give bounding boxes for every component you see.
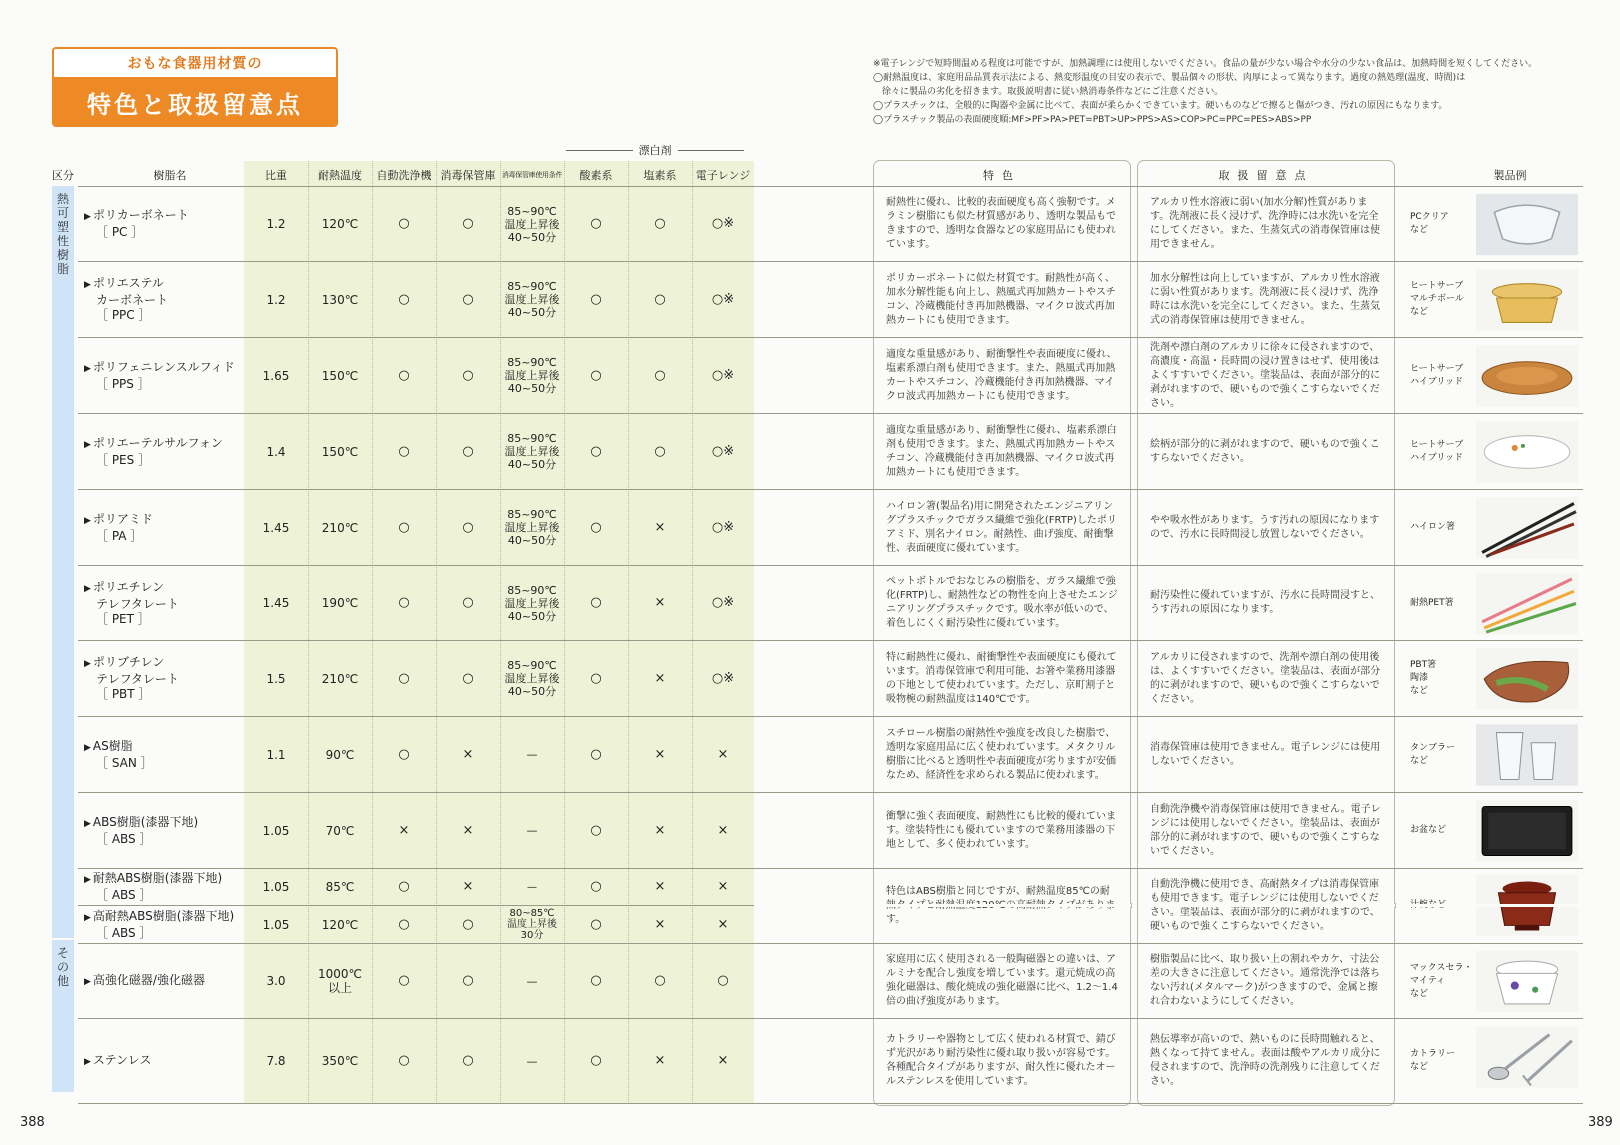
handling-text: 熱伝導率が高いので、熱いものに長時間触れると、熱くなって持てません。表面は酸やアルカリ成分に侵されますので、洗浄時の洗剤残りに注意してください。	[1150, 1034, 1381, 1087]
table-row	[78, 565, 1583, 640]
table-row	[78, 489, 1583, 565]
cell-heat: 120℃	[321, 217, 359, 231]
category-char: 可	[56, 206, 69, 220]
resin-name-text: ステンレス	[92, 1052, 152, 1067]
bullet-triangle-icon: ▶	[84, 742, 91, 753]
header-handling: 取扱留意点	[1137, 160, 1395, 188]
cell-chl: ×	[654, 670, 666, 686]
product-photo	[1476, 721, 1580, 793]
product-photo	[1476, 191, 1580, 262]
cell-gravity: 1.05	[262, 917, 290, 932]
handling-text: 耐汚染性に優れていますが、汚水に長時間浸すと、うす汚れの原因になります。	[1150, 590, 1380, 615]
resin-name-text: ポリエステル	[92, 276, 164, 290]
cell-steril: ○	[462, 443, 474, 459]
bullet-triangle-icon: ▶	[84, 515, 91, 526]
cell-cond: —	[527, 881, 537, 893]
bullet-triangle-icon: ▶	[84, 583, 91, 594]
resin-name	[84, 793, 198, 868]
cell-dish: ○	[398, 1053, 410, 1068]
cell-steril: ×	[462, 879, 474, 894]
title-box	[52, 47, 338, 127]
bullet-triangle-icon: ▶	[84, 976, 91, 987]
product-example-label: ヒートサーブ マルチボール など	[1410, 281, 1464, 317]
header-dishwasher: 自動洗浄機	[376, 169, 432, 182]
cell-cond: 85~90℃ 温度上昇後 40~50分	[504, 280, 560, 319]
resin-name	[84, 187, 189, 261]
cell-gravity: 3.0	[266, 974, 286, 988]
resin-name-text: AS樹脂	[92, 738, 133, 753]
cell-gravity: 1.5	[266, 671, 286, 686]
cell-gravity: 1.45	[262, 520, 290, 535]
cell-oxy: ○	[590, 519, 602, 535]
resin-name-text: ポリエーテルサルフォン	[92, 435, 223, 450]
box-edge	[1395, 903, 1396, 908]
resin-name-text: ポリブチレン	[92, 655, 165, 669]
cell-cond: 85~90℃ 温度上昇後 40~50分	[504, 432, 560, 471]
resin-name-line	[84, 512, 153, 529]
cell-mw: ×	[717, 1053, 729, 1068]
bullet-triangle-icon: ▶	[84, 818, 91, 829]
cell-steril: ○	[462, 670, 474, 686]
resin-name	[84, 566, 179, 640]
feature-text: ポリカーボネートに似た材質です。耐熱性が高く、加水分解性能も向上し、熱風式再加熱カートやスチコン、冷蔵機能付き再加熱機器、マイクロ波式再加熱カートにも使用できます。	[886, 272, 1116, 326]
cell-dish: ○	[398, 916, 410, 932]
cell-cond: 80~85℃ 温度上昇後 30分	[507, 908, 557, 941]
resin-name	[84, 490, 153, 565]
cell-gravity: 7.8	[266, 1054, 286, 1068]
cell-oxy: ○	[590, 822, 602, 838]
product-example-label: ヒートサーブ ハイブリッド	[1410, 363, 1464, 387]
feature-text: 適度な重量感があり、耐衝撃性に優れ、塩素系漂白剤も使用できます。また、熱風式再加熱カートやスチコン、冷蔵機能付き再加熱機器、マイクロ波式再加熱カートにも使用できます。	[886, 424, 1117, 478]
product-photo	[1476, 494, 1580, 566]
cell-chl: ×	[654, 746, 666, 762]
resin-code: ［ PET ］	[96, 611, 150, 626]
cell-heat: 90℃	[325, 747, 355, 762]
resin-name-line: テレフタレート	[96, 672, 179, 686]
resin-name-line	[84, 276, 168, 293]
cell-chl: ×	[654, 822, 666, 838]
handling-text: やや吸水性があります。うす汚れの原因になりますので、汚水に長時間浸し放置しないでください。	[1150, 514, 1380, 540]
leaf-plate-icon	[1476, 645, 1578, 713]
product-photo	[1476, 570, 1580, 641]
resin-name-text: 耐熱ABS樹脂(漆器下地)	[92, 871, 223, 885]
resin-name-line	[84, 815, 198, 832]
cell-dish: ○	[398, 973, 410, 988]
bullet-triangle-icon: ▶	[84, 1056, 91, 1067]
product-example-label: お盆など	[1410, 825, 1447, 835]
cell-mw: ○※	[711, 595, 735, 610]
cell-chl: ×	[654, 519, 666, 535]
cell-dish: ○	[398, 519, 410, 535]
cell-cond: 85~90℃ 温度上昇後 40~50分	[504, 583, 560, 623]
cell-mw: ×	[717, 822, 729, 838]
cell-mw: ○	[717, 973, 729, 988]
cell-cond: 85~90℃ 温度上昇後 40~50分	[504, 659, 560, 698]
resin-name-line	[84, 436, 223, 453]
cell-dish: ○	[398, 879, 410, 894]
feature-text: カトラリーや器物として広く使われる材質で、錆びず光沢があり耐汚染性に優れ取り扱いが容易です。各種配合タイプがありますが、耐久性に優れたオールステンレスを使用しています。	[886, 1034, 1116, 1087]
resin-name-line	[84, 360, 235, 377]
header-sterilizer: 消毒保管庫	[440, 169, 496, 182]
cell-chl: ○	[654, 443, 666, 459]
cell-heat: 350℃	[321, 1054, 359, 1068]
category-char: の	[56, 960, 69, 974]
resin-name	[84, 338, 235, 413]
resin-name-line: テレフタレート	[96, 596, 179, 611]
resin-name-text: ポリエチレン	[92, 579, 165, 594]
product-example-label: PCクリア など	[1410, 212, 1449, 235]
cell-mw: ○※	[711, 291, 735, 307]
category-char: そ	[56, 946, 69, 960]
tray-icon	[1476, 797, 1578, 865]
resin-name-line	[84, 580, 179, 597]
cell-mw: ○※	[711, 443, 735, 459]
product-photo	[1476, 266, 1580, 338]
tumbler-icon	[1476, 721, 1578, 789]
resin-name	[84, 1019, 151, 1103]
product-example-label: ハイロン箸	[1410, 522, 1456, 532]
cell-mw: ×	[717, 879, 729, 894]
table-row	[78, 261, 1583, 337]
product-photo	[1476, 1023, 1580, 1095]
header-chlorine-bleach: 塩素系	[643, 169, 677, 182]
cutlery-icon	[1476, 1023, 1578, 1091]
category-char: 他	[56, 974, 69, 988]
cell-oxy: ○	[590, 746, 602, 762]
cell-oxy: ○	[590, 1053, 602, 1068]
cell-steril: ○	[462, 595, 474, 610]
resin-name	[84, 944, 205, 1018]
handling-text: 絵柄が部分的に剥がれますので、硬いもので強くこすらないでください。	[1150, 438, 1380, 464]
cell-oxy: ○	[590, 670, 602, 686]
cell-heat: 150℃	[321, 368, 359, 383]
cell-heat: 150℃	[321, 444, 359, 459]
cell-heat: 130℃	[321, 292, 359, 307]
handling-text: 洗剤や漂白剤のアルカリに徐々に侵されますので、高濃度・高温・長時間の浸け置きはせず、使用後はよくすすいでください。塗装品は、表面が部分的に剥がれますので、硬いもので強くこすらないでください。	[1150, 341, 1381, 409]
cell-chl: ×	[654, 595, 666, 610]
cell-heat: 1000℃ 以上	[317, 967, 362, 995]
cell-cond: —	[526, 974, 538, 988]
product-photo	[1476, 872, 1580, 942]
product-example-label: ヒートサーブ ハイブリッド	[1410, 439, 1464, 463]
resin-name	[84, 262, 168, 337]
cell-gravity: 1.1	[266, 747, 286, 762]
bullet-triangle-icon: ▶	[84, 912, 91, 923]
category-char: 性	[56, 234, 69, 248]
box-edge	[1137, 903, 1138, 908]
resin-code: ［ PPC ］	[96, 308, 151, 322]
product-example-label: タンブラー など	[1410, 742, 1456, 766]
resin-name-text: ポリアミド	[92, 511, 153, 526]
handling-text: アルカリ性水溶液に弱い(加水分解)性質があります。洗剤液に長く浸けず、洗浄時には水洗いを完全にしてください。また、生蒸気式の消毒保管庫は使用できません。	[1150, 197, 1380, 250]
cell-cond: 85~90℃ 温度上昇後 40~50分	[504, 508, 560, 547]
cell-oxy: ○	[590, 595, 602, 610]
header-oxygen-bleach: 酸素系	[579, 169, 613, 182]
resin-name	[84, 717, 153, 792]
page-number-left: 388	[20, 1115, 45, 1130]
bullet-triangle-icon: ▶	[84, 875, 91, 885]
product-photo	[1476, 797, 1580, 869]
white-dish-icon	[1476, 418, 1578, 486]
resin-name-text: 高強化磁器/強化磁器	[92, 972, 205, 987]
resin-name-line	[84, 655, 179, 672]
cell-chl: ×	[654, 1053, 666, 1068]
resin-code: ［ PPS ］	[96, 376, 150, 391]
note-line: ※電子レンジで短時間温める程度は可能ですが、加熱調理には使用しないでください。食品の量が少ない場合や水分の少ない食品は、加熱時間を短くしてください。	[873, 59, 1538, 69]
cell-oxy: ○	[590, 367, 602, 383]
cell-dish: ○	[398, 670, 410, 686]
header-heat: 耐熱温度	[318, 169, 362, 182]
box-edge	[1131, 903, 1132, 908]
cell-steril: ○	[462, 1053, 474, 1068]
note-line: 徐々に製品の劣化を招きます。取扱説明書に従い熱消毒条件などにご注意ください。	[873, 87, 1224, 97]
handling-text: 消毒保管庫は使用できません。電子レンジには使用しないでください。	[1150, 741, 1381, 767]
cell-oxy: ○	[590, 973, 602, 988]
resin-name-text: ポリカーボネート	[92, 208, 189, 222]
handling-text: 自動洗浄機や消毒保管庫は使用できません。電子レンジには使用しないでください。塗装品は、表面が部分的に剥がれますので、硬いもので強くこすらないでください。	[1150, 803, 1381, 857]
cell-cond: 85~90℃ 温度上昇後 40~50分	[504, 356, 560, 395]
cell-mw: ○※	[711, 670, 735, 686]
title-subtitle: おもな食器用材質の	[127, 56, 263, 72]
header-sterilizer-condition: 消毒保管庫使用条件	[501, 171, 563, 179]
cell-steril: ○	[462, 519, 474, 535]
clear-bowl-icon	[1476, 191, 1578, 258]
resin-name-text: 高耐熱ABS樹脂(漆器下地)	[92, 908, 235, 923]
cell-oxy: ○	[590, 916, 602, 932]
bullet-triangle-icon: ▶	[84, 439, 91, 450]
resin-code: ［ ABS ］	[96, 925, 152, 940]
feature-text: 特色はABS樹脂と同じですが、耐熱温度85℃の耐 す。	[886, 885, 1110, 925]
cell-gravity: 1.05	[262, 823, 290, 838]
category-thermoplastic	[52, 186, 74, 938]
table-row	[78, 640, 1583, 716]
cell-dish: ○	[398, 216, 410, 231]
cell-dish: ○	[398, 595, 410, 610]
cell-steril: ○	[462, 216, 474, 231]
header-features: 特色	[873, 160, 1131, 188]
cell-steril: ×	[462, 746, 474, 762]
resin-code: ［ ABS ］	[96, 888, 152, 902]
cell-mw: ×	[717, 746, 729, 762]
header-category: 区分	[52, 169, 74, 182]
header-gravity: 比重	[265, 169, 287, 182]
cell-cond: —	[526, 824, 538, 837]
cell-steril: ○	[462, 916, 474, 932]
cell-dish: ○	[398, 443, 410, 459]
cell-gravity: 1.05	[262, 880, 290, 894]
cell-chl: ○	[654, 216, 666, 231]
cell-mw: ○※	[711, 367, 735, 383]
notes	[873, 57, 1593, 127]
cell-oxy: ○	[590, 216, 602, 231]
handling-text: 加水分解性は向上していますが、アルカリ性水溶液に弱い性質があります。洗剤液に長く浸けず、洗浄時には水洗いを完全にしてください。また、生蒸気式の消毒保管庫は使用できません。	[1150, 272, 1380, 326]
cell-cond: —	[526, 1054, 538, 1068]
cell-mw: ×	[717, 916, 729, 932]
feature-text: ペットボトルでおなじみの樹脂を、ガラス繊維で強化(FRTP)し、耐熱性などの物性を向上させたエンジニアリングプラスチックです。吸水率が低いので、着色しにくく耐汚染性に優れています。	[886, 576, 1118, 629]
cell-steril: ○	[462, 367, 474, 383]
category-char: 塑	[56, 220, 69, 234]
cell-dish: ○	[398, 291, 410, 307]
resin-name-line	[84, 973, 205, 990]
product-photo	[1476, 948, 1580, 1019]
color-chopsticks-icon	[1476, 570, 1578, 637]
table-row	[78, 337, 1583, 413]
table-row	[78, 186, 1583, 261]
category-char: 樹	[56, 248, 69, 262]
feature-text: 耐熱性に優れ、比較的表面硬度も高く強靭です。メラミン樹脂にも似た材質感があり、透明な製品もできますので、透明な食器などの家庭用品にも使われています。	[886, 197, 1116, 250]
cell-heat: 85℃	[325, 880, 355, 894]
cell-oxy: ○	[590, 291, 602, 307]
cell-steril: ○	[462, 291, 474, 307]
bullet-triangle-icon: ▶	[84, 363, 91, 374]
note-line: ◯プラスチック製品の表面硬度順:MF>PF>PA>PET=PBT>UP>PPS>AS>COP>PC=PPC=PES>ABS>PP	[873, 115, 1312, 125]
table-row	[78, 792, 1583, 868]
chopsticks-icon	[1476, 494, 1578, 562]
product-photo	[1476, 418, 1580, 490]
handling-text: アルカリに侵されますので、洗剤や漂白剤の使用後は、よくすすいでください。塗装品は、表面が部分的に剥がれますので、硬いもので強くこすらないでください。	[1150, 651, 1381, 705]
category-char: 脂	[56, 262, 69, 276]
handling-text: 自動洗浄機に使用でき、高耐熱タイプは消毒保管庫も使用できます。電子レンジには使用しないでください。塗装品は、表面が部分的に剥がれますので、硬いもので強くこすらないでください。	[1150, 878, 1380, 932]
table-row	[78, 413, 1583, 489]
resin-name	[84, 414, 223, 489]
page-title: 特色と取扱留意点	[54, 77, 336, 127]
header-microwave: 電子レンジ	[695, 169, 751, 182]
product-photo	[1476, 342, 1580, 414]
cell-cond: —	[526, 748, 538, 761]
cell-heat: 190℃	[321, 596, 359, 610]
brown-plate-icon	[1476, 342, 1578, 410]
row-divider-cover	[754, 904, 1583, 907]
cell-heat: 210℃	[321, 671, 359, 686]
resin-code: ［ ABS ］	[96, 831, 152, 846]
table-row	[78, 943, 1583, 1018]
feature-text: スチロール樹脂の耐熱性や強度を改良した樹脂で、透明な家庭用品に広く使われています。メタクリル樹脂に比べると透明性や表面硬度が劣りますが安価なため、経済性を求められる製品に使われます。	[886, 727, 1116, 781]
cell-chl: ○	[654, 291, 666, 307]
cell-dish: ×	[398, 822, 410, 838]
note-line: ◯耐熱温度は、家庭用品品質表示法による、熱変形温度の目安の表示で、製品個々の形状、肉厚によって異なります。過度の熱処理(温度、時間)は	[873, 73, 1466, 83]
resin-name-text: ABS樹脂(漆器下地)	[92, 814, 199, 829]
feature-text: 適度な重量感があり、耐衝撃性や表面硬度に優れ、塩素系漂白剤も使用できます。また、熱風式再加熱カートやスチコン、冷蔵機能付き再加熱機器、マイクロ波式再加熱カートにも使用できます。	[886, 348, 1117, 402]
feature-text: 衝撃に強く表面硬度、耐熱性にも比較的優れています。塗装特性にも優れていますので業務用漆器の下地として、多く使われています。	[886, 810, 1116, 850]
resin-name-text: ポリフェニレンスルフィド	[92, 359, 235, 374]
bullet-triangle-icon: ▶	[84, 659, 91, 669]
category-other	[52, 940, 74, 1092]
product-photo	[1476, 645, 1580, 717]
resin-code: ［ SAN ］	[96, 755, 153, 770]
cell-oxy: ○	[590, 443, 602, 459]
cell-gravity: 1.4	[266, 444, 286, 459]
resin-code: ［ PA ］	[96, 528, 143, 543]
cell-chl: ○	[654, 973, 666, 988]
cell-oxy: ○	[590, 879, 602, 894]
table-row	[78, 716, 1583, 792]
resin-name	[84, 641, 179, 716]
cell-mw: ○※	[711, 519, 735, 535]
page-number-right: 389	[1588, 1115, 1613, 1130]
header-resin: 樹脂名	[153, 169, 187, 182]
cell-dish: ○	[398, 367, 410, 383]
resin-code: ［ PBT ］	[96, 687, 151, 701]
cell-dish: ○	[398, 746, 410, 762]
bleach-group-label: 漂白剤	[560, 140, 750, 160]
cell-chl: ×	[654, 879, 666, 894]
product-example-label: 耐熱PET箸	[1410, 597, 1454, 608]
resin-name-line: カーボネート	[96, 293, 169, 307]
lidded-bowl-icon	[1476, 266, 1578, 334]
feature-text: ハイロン箸(製品名)用に開発されたエンジニアリングプラスチックでガラス繊維で強化(FRTP)したポリアミド、別名ナイロン。耐熱性、曲げ強度、耐衝撃性、表面硬度に優れています。	[886, 500, 1117, 554]
cell-mw: ○※	[711, 216, 735, 231]
box-edge	[873, 903, 874, 908]
category-char: 熱	[56, 192, 69, 206]
header-products: 製品例	[1493, 169, 1527, 182]
product-example-label: マックスセラ・ マイティ など	[1410, 962, 1473, 999]
bullet-triangle-icon: ▶	[84, 280, 91, 290]
bullet-triangle-icon: ▶	[84, 212, 91, 222]
cell-heat: 70℃	[325, 823, 355, 838]
handling-text: 樹脂製品に比べ、取り扱い上の割れやカケ、寸法公差の大きさに注意してください。通常洗浄では落ちない汚れ(メタルマーク)がつきますので、金属と擦れ合わないようにしてください。	[1150, 954, 1380, 1007]
cell-chl: ○	[654, 367, 666, 383]
resin-code: ［ PC ］	[96, 225, 144, 239]
cell-gravity: 1.2	[266, 217, 286, 231]
cell-heat: 210℃	[321, 520, 359, 535]
table-bottom-line	[78, 1103, 1583, 1104]
table-row	[78, 1018, 1583, 1103]
resin-name-line	[84, 1053, 151, 1070]
cell-gravity: 1.45	[262, 596, 290, 610]
cell-steril: ○	[462, 973, 474, 988]
cell-gravity: 1.2	[266, 292, 286, 307]
cell-gravity: 1.65	[262, 368, 290, 383]
porcelain-bowl-icon	[1476, 948, 1578, 1015]
product-example-label: PBT箸 陶漆 など	[1410, 660, 1437, 696]
resin-name-line	[84, 739, 153, 756]
cell-heat: 120℃	[321, 917, 359, 932]
feature-text: 家庭用に広く使用される一般陶磁器との違いは、アルミナを配合し強度を増しています。還元焼成の高強化磁器は、酸化焼成の強化磁器に比べ、1.2～1.4倍の曲げ強度があります。	[886, 954, 1118, 1007]
feature-text: 特に耐熱性に優れ、耐衝撃性や表面硬度にも優れています。消毒保管庫で利用可能、お箸や業務用漆器の下地として使われています。ただし、京町割子と吸物椀の耐熱温度は140℃です。	[886, 651, 1117, 705]
cell-chl: ×	[654, 916, 666, 932]
cell-steril: ×	[462, 822, 474, 838]
product-example-label: カトラリー など	[1410, 1049, 1456, 1072]
resin-name-line	[84, 208, 189, 225]
note-line: ◯プラスチックは、全般的に陶器や金属に比べて、表面が柔らかくできています。硬いものなどで擦ると傷がつき、汚れの原因にもなります。	[873, 101, 1448, 111]
cell-cond: 85~90℃ 温度上昇後 40~50分	[504, 204, 560, 244]
resin-code: ［ PES ］	[96, 452, 151, 467]
